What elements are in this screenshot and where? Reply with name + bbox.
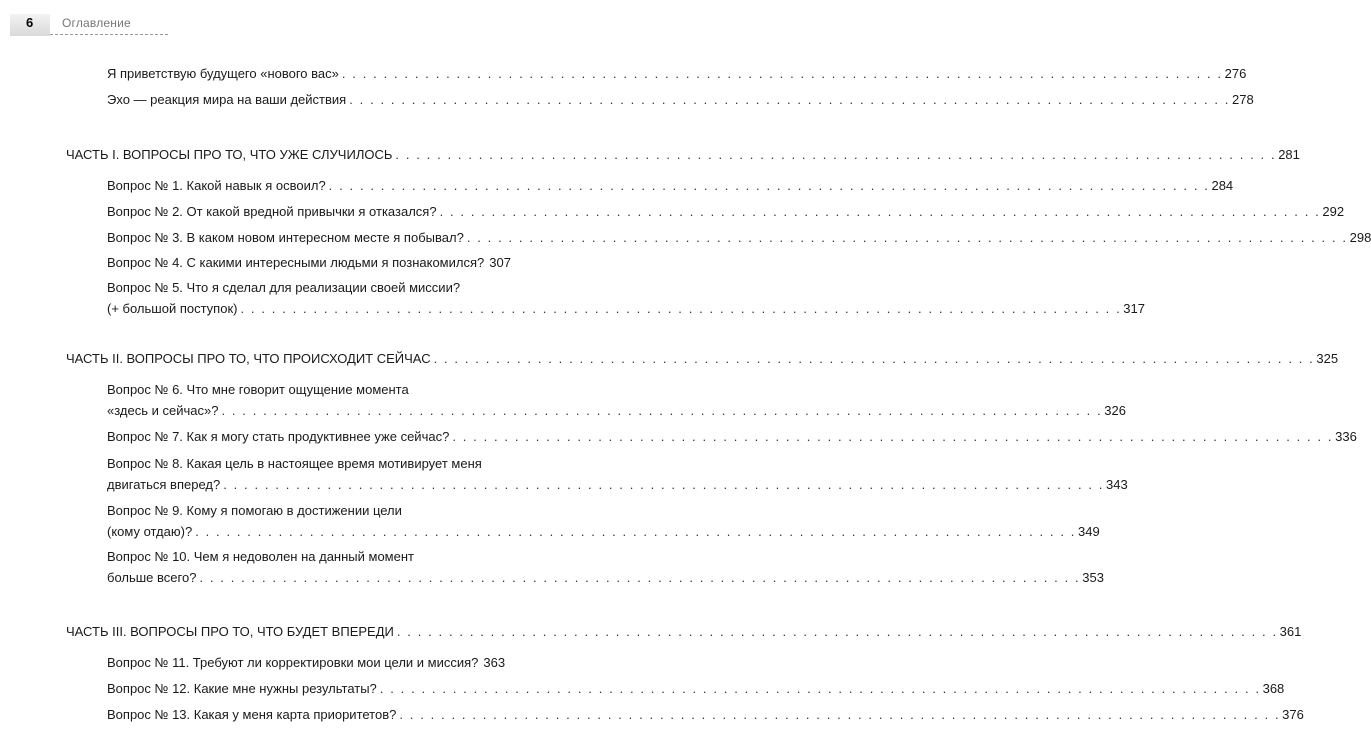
toc-entry-page: 361 bbox=[1279, 624, 1302, 639]
running-title: Оглавление bbox=[62, 16, 131, 30]
dot-leader bbox=[342, 65, 1223, 83]
toc-entry[interactable] bbox=[107, 254, 511, 272]
toc-entry-title: Вопрос № 11. Требуют ли корректировки мои цели и миссия? bbox=[107, 655, 479, 670]
toc-entry[interactable] bbox=[107, 203, 1345, 221]
toc-entry[interactable] bbox=[107, 654, 506, 672]
toc-entry-page: 349 bbox=[1077, 524, 1100, 539]
toc-entry-title: Вопрос № 12. Какие мне нужны результаты? bbox=[107, 681, 377, 696]
dot-leader bbox=[380, 680, 1261, 698]
toc-entry-page: 325 bbox=[1316, 351, 1339, 366]
dot-leader bbox=[397, 623, 1278, 641]
toc-entry[interactable] bbox=[107, 476, 1128, 494]
dot-leader bbox=[221, 402, 1102, 420]
toc-entry-page: 307 bbox=[489, 255, 511, 270]
toc-entry-title-line2: (кому отдаю)? bbox=[107, 524, 193, 539]
toc-entry-page: 376 bbox=[1282, 707, 1304, 722]
toc-entry-page: 343 bbox=[1106, 477, 1128, 492]
toc-entry[interactable] bbox=[107, 402, 1126, 420]
toc-entry-title-line2: «здесь и сейчас»? bbox=[107, 403, 219, 418]
toc-entry[interactable] bbox=[107, 229, 1371, 247]
dot-leader bbox=[434, 350, 1315, 368]
toc-entry-title-line1[interactable]: Вопрос № 8. Какая цель в настоящее время мотивирует меня bbox=[107, 456, 482, 471]
toc-entry-title-line2: двигаться вперед? bbox=[107, 477, 221, 492]
toc-entry-title: Вопрос № 3. В каком новом интересном месте я побывал? bbox=[107, 230, 464, 245]
dot-leader bbox=[467, 229, 1348, 247]
toc-entry-title: Вопрос № 1. Какой навык я освоил? bbox=[107, 178, 326, 193]
dot-leader bbox=[329, 177, 1210, 195]
toc-entry-page: 281 bbox=[1278, 147, 1300, 162]
toc-entry-page: 284 bbox=[1211, 178, 1234, 193]
toc-entry[interactable] bbox=[107, 680, 1285, 698]
toc-entry-title: Вопрос № 13. Какая у меня карта приоритетов? bbox=[107, 707, 397, 722]
toc-entry-title-line1[interactable]: Вопрос № 9. Кому я помогаю в достижении цели bbox=[107, 503, 402, 518]
page-number: 6 bbox=[26, 15, 34, 30]
toc-part-title: ЧАСТЬ I. ВОПРОСЫ ПРО ТО, ЧТО УЖЕ СЛУЧИЛОСЬ bbox=[66, 147, 393, 162]
toc-part-title: ЧАСТЬ II. ВОПРОСЫ ПРО ТО, ЧТО ПРОИСХОДИТ СЕЙЧАС bbox=[66, 351, 431, 366]
toc-part-title: ЧАСТЬ III. ВОПРОСЫ ПРО ТО, ЧТО БУДЕТ ВПЕРЕДИ bbox=[66, 624, 394, 639]
toc-entry-page: 292 bbox=[1322, 204, 1345, 219]
toc-entry[interactable] bbox=[107, 91, 1254, 109]
toc-entry-title-line1[interactable]: Вопрос № 10. Чем я недоволен на данный момент bbox=[107, 549, 414, 564]
toc-part-heading[interactable] bbox=[66, 623, 1302, 641]
toc-entry[interactable] bbox=[107, 65, 1247, 83]
dot-leader bbox=[349, 91, 1230, 109]
toc-entry[interactable] bbox=[107, 300, 1145, 318]
toc-entry[interactable] bbox=[107, 523, 1100, 541]
toc-entry-page: 317 bbox=[1123, 301, 1145, 316]
toc-entry-title: Вопрос № 7. Как я могу стать продуктивнее уже сейчас? bbox=[107, 429, 450, 444]
toc-entry-page: 353 bbox=[1082, 570, 1104, 585]
toc-entry-title: Я приветствую будущего «нового вас» bbox=[107, 66, 339, 81]
toc-entry-title-line2: больше всего? bbox=[107, 570, 197, 585]
toc-entry-title-line1[interactable]: Вопрос № 5. Что я сделал для реализации своей миссии? bbox=[107, 280, 461, 295]
toc-entry-title-line1[interactable]: Вопрос № 6. Что мне говорит ощущение момента bbox=[107, 382, 409, 397]
toc-entry-title: Вопрос № 2. От какой вредной привычки я отказался? bbox=[107, 204, 437, 219]
toc-entry-page: 298 bbox=[1349, 230, 1371, 245]
toc-entry-page: 326 bbox=[1104, 403, 1126, 418]
header-divider bbox=[50, 34, 168, 35]
toc-entry-title: Эхо — реакция мира на ваши действия bbox=[107, 92, 347, 107]
toc-entry[interactable] bbox=[107, 177, 1234, 195]
toc-entry[interactable] bbox=[107, 428, 1357, 446]
toc-entry-page: 368 bbox=[1262, 681, 1285, 696]
toc-part-heading[interactable] bbox=[66, 146, 1300, 164]
dot-leader bbox=[223, 476, 1104, 494]
toc-entry-page: 336 bbox=[1335, 429, 1357, 444]
toc-entry-page: 363 bbox=[483, 655, 506, 670]
dot-leader bbox=[240, 300, 1121, 318]
toc-part-heading[interactable] bbox=[66, 350, 1339, 368]
dot-leader bbox=[452, 428, 1333, 446]
page-header bbox=[0, 0, 508, 40]
toc-entry-title-line2: (+ большой поступок) bbox=[107, 301, 238, 316]
toc-entry[interactable] bbox=[107, 706, 1304, 724]
toc-entry-title: Вопрос № 4. С какими интересными людьми я познакомился? bbox=[107, 255, 485, 270]
dot-leader bbox=[395, 146, 1276, 164]
dot-leader bbox=[199, 569, 1080, 587]
dot-leader bbox=[195, 523, 1076, 541]
toc-entry-page: 278 bbox=[1232, 92, 1254, 107]
dot-leader bbox=[399, 706, 1280, 724]
toc-entry[interactable] bbox=[107, 569, 1104, 587]
toc-entry-page: 276 bbox=[1224, 66, 1247, 81]
dot-leader bbox=[440, 203, 1321, 221]
